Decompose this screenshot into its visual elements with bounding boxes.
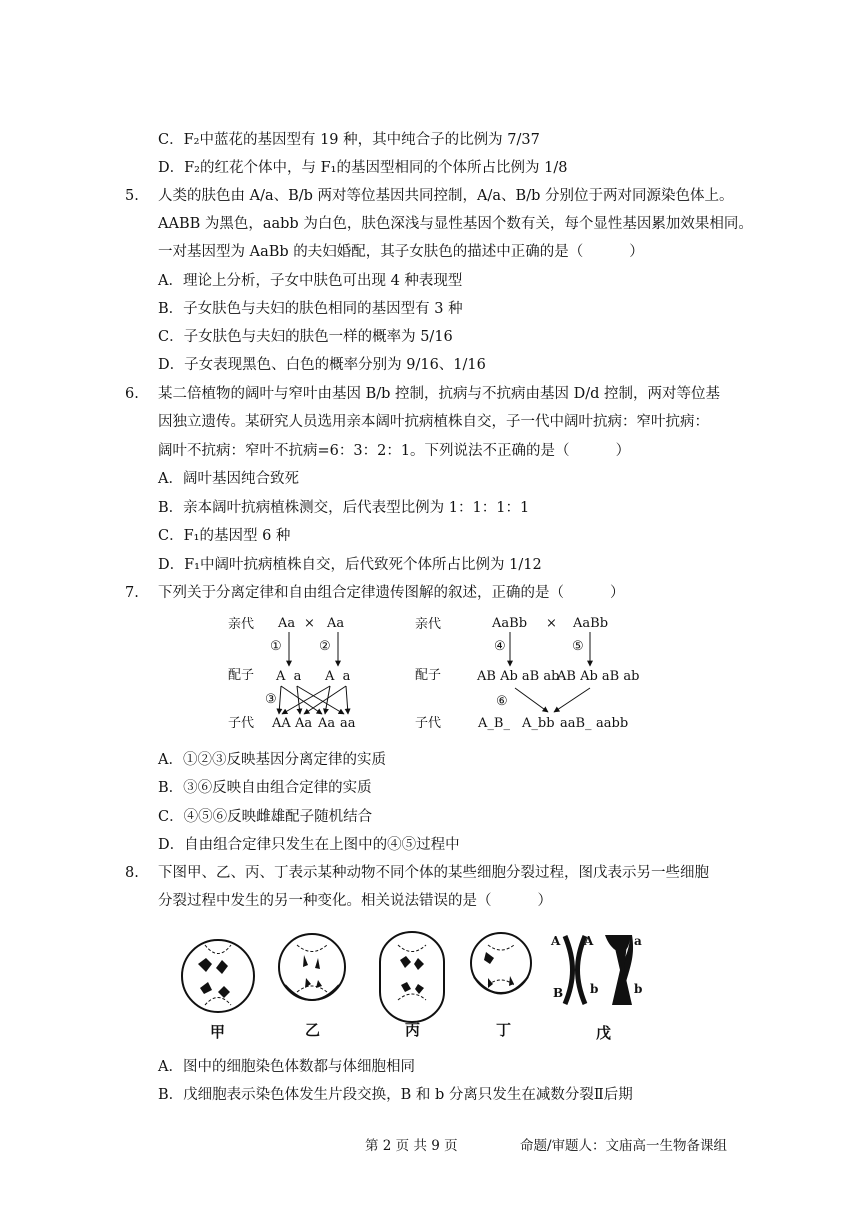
left-gametes-1: A a — [276, 669, 302, 684]
row-label-offspring-left: 子代 — [228, 716, 255, 731]
q4-option-c: C．F₂中蓝花的基因型有 19 种，其中纯合子的比例为 7/37 — [158, 132, 540, 148]
q7-option-a: A．①②③反映基因分离定律的实质 — [158, 752, 386, 768]
q6-option-c: C．F₁的基因型 6 种 — [158, 528, 291, 544]
q6-number: 6. — [125, 386, 139, 402]
q5-stem-line-1: 人类的肤色由 A/a、B/b 两对等位基因共同控制，A/a、B/b 分别位于两对同源染色体上。 — [158, 188, 734, 204]
q6-option-d: D．F₁中阔叶抗病植株自交，后代致死个体所占比例为 1/12 — [158, 557, 542, 573]
row-label-parent-right: 亲代 — [415, 617, 442, 632]
right-offspring-3: aaB_ — [560, 716, 592, 731]
chrom-letter-a-right: a — [634, 934, 642, 948]
q7-number: 7. — [125, 585, 139, 601]
q7-option-d: D．自由组合定律只发生在上图中的④⑤过程中 — [158, 837, 460, 853]
cell-bing — [380, 932, 444, 1022]
page-number: 第 2 页 共 9 页 — [365, 1138, 458, 1154]
q4-option-d: D．F₂的红花个体中，与 F₁的基因型相同的个体所占比例为 1/8 — [158, 160, 568, 176]
cell-jia — [182, 940, 254, 1012]
q5-option-b: B．子女肤色与夫妇的肤色相同的基因型有 3 种 — [158, 301, 463, 317]
q8-number: 8. — [125, 865, 139, 881]
q5-option-a: A．理论上分析，子女中肤色可出现 4 种表现型 — [158, 273, 463, 289]
q8-stem-line-1: 下图甲、乙、丙、丁表示某种动物不同个体的某些细胞分裂过程，图戊表示另一些细胞 — [158, 865, 709, 881]
q6-stem-line-1: 某二倍植物的阔叶与窄叶由基因 B/b 控制，抗病与不抗病由基因 D/d 控制，两对等位基 — [158, 386, 721, 402]
q5-option-d: D．子女表现黑色、白色的概率分别为 9/16、1/16 — [158, 357, 486, 373]
chrom-letter-A-left: A — [551, 934, 561, 948]
chrom-letter-B-left: B — [553, 986, 564, 1000]
q8-option-b: B．戊细胞表示染色体发生片段交换，B 和 b 分离只发生在减数分裂Ⅱ后期 — [158, 1087, 633, 1103]
figure-label-ding: 丁 — [496, 1021, 512, 1039]
chrom-letter-b-right: b — [634, 982, 643, 996]
q7-stem: 下列关于分离定律和自由组合定律遗传图解的叙述，正确的是（ ） — [158, 585, 625, 601]
q6-stem-line-3: 阔叶不抗病：窄叶不抗病=6：3：2：1。下列说法不正确的是（ ） — [158, 443, 631, 459]
right-offspring-2: A_bb — [522, 716, 555, 731]
right-parent-2: AaBb — [573, 616, 609, 631]
figure-label-wu: 戊 — [596, 1024, 612, 1042]
left-offspring-2: Aa — [295, 716, 313, 731]
left-parent-1: Aa — [278, 616, 296, 631]
chrom-letter-b-mid: b — [590, 982, 599, 996]
figure-label-jia: 甲 — [210, 1023, 226, 1041]
step-marker-3: ③ — [265, 692, 277, 707]
step-marker-6: ⑥ — [496, 694, 508, 709]
q7-option-b: B．③⑥反映自由组合定律的实质 — [158, 780, 372, 796]
q8-option-a: A．图中的细胞染色体数都与体细胞相同 — [158, 1059, 415, 1075]
left-cross-sign: × — [304, 616, 315, 631]
row-label-parent-left: 亲代 — [228, 617, 255, 632]
author-credit: 命题/审题人：文庙高一生物备课组 — [520, 1138, 728, 1154]
step-marker-1: ① — [270, 639, 282, 654]
chrom-letter-A-mid: A — [584, 934, 594, 948]
step-marker-4: ④ — [494, 639, 506, 654]
right-offspring-4: aabb — [596, 716, 629, 731]
left-offspring-3: Aa — [318, 716, 336, 731]
figure-label-bing: 丙 — [405, 1021, 421, 1039]
q6-option-b: B．亲本阔叶抗病植株测交，后代表型比例为 1：1：1：1 — [158, 500, 530, 516]
right-gametes-1: AB Ab aB ab — [477, 669, 560, 684]
q5-number: 5. — [125, 188, 139, 204]
right-parent-1: AaBb — [492, 616, 528, 631]
row-label-gamete-left: 配子 — [228, 668, 255, 683]
step-marker-2: ② — [319, 639, 331, 654]
left-gametes-2: A a — [325, 669, 351, 684]
crossing-over-chromosomes — [565, 935, 633, 1005]
right-cross-sign: × — [546, 616, 557, 631]
chromosomes — [198, 952, 514, 998]
row-label-gamete-right: 配子 — [415, 668, 442, 683]
step-marker-5: ⑤ — [572, 639, 584, 654]
right-offspring-1: A_B_ — [478, 716, 510, 731]
right-gametes-2: AB Ab aB ab — [557, 669, 640, 684]
q7-option-c: C．④⑤⑥反映雌雄配子随机结合 — [158, 809, 373, 825]
left-offspring-4: aa — [340, 716, 356, 731]
q8-stem-line-2: 分裂过程中发生的另一种变化。相关说法错误的是（ ） — [158, 893, 552, 909]
q6-option-a: A．阔叶基因纯合致死 — [158, 471, 299, 487]
figure-label-yi: 乙 — [305, 1021, 321, 1039]
q5-stem-line-2: AABB 为黑色，aabb 为白色，肤色深浅与显性基因个数有关，每个显性基因累加效果相同。 — [158, 216, 753, 232]
left-offspring-1: AA — [272, 716, 291, 731]
q6-stem-line-2: 因独立遗传。某研究人员选用亲本阔叶抗病植株自交，子一代中阔叶抗病：窄叶抗病： — [158, 414, 709, 430]
spindle-fibers — [205, 945, 514, 1005]
q5-stem-line-3: 一对基因型为 AaBb 的夫妇婚配，其子女肤色的描述中正确的是（ ） — [158, 244, 644, 260]
left-parent-2: Aa — [327, 616, 345, 631]
row-label-offspring-right: 子代 — [415, 716, 442, 731]
q5-option-c: C．子女肤色与夫妇的肤色一样的概率为 5/16 — [158, 329, 453, 345]
